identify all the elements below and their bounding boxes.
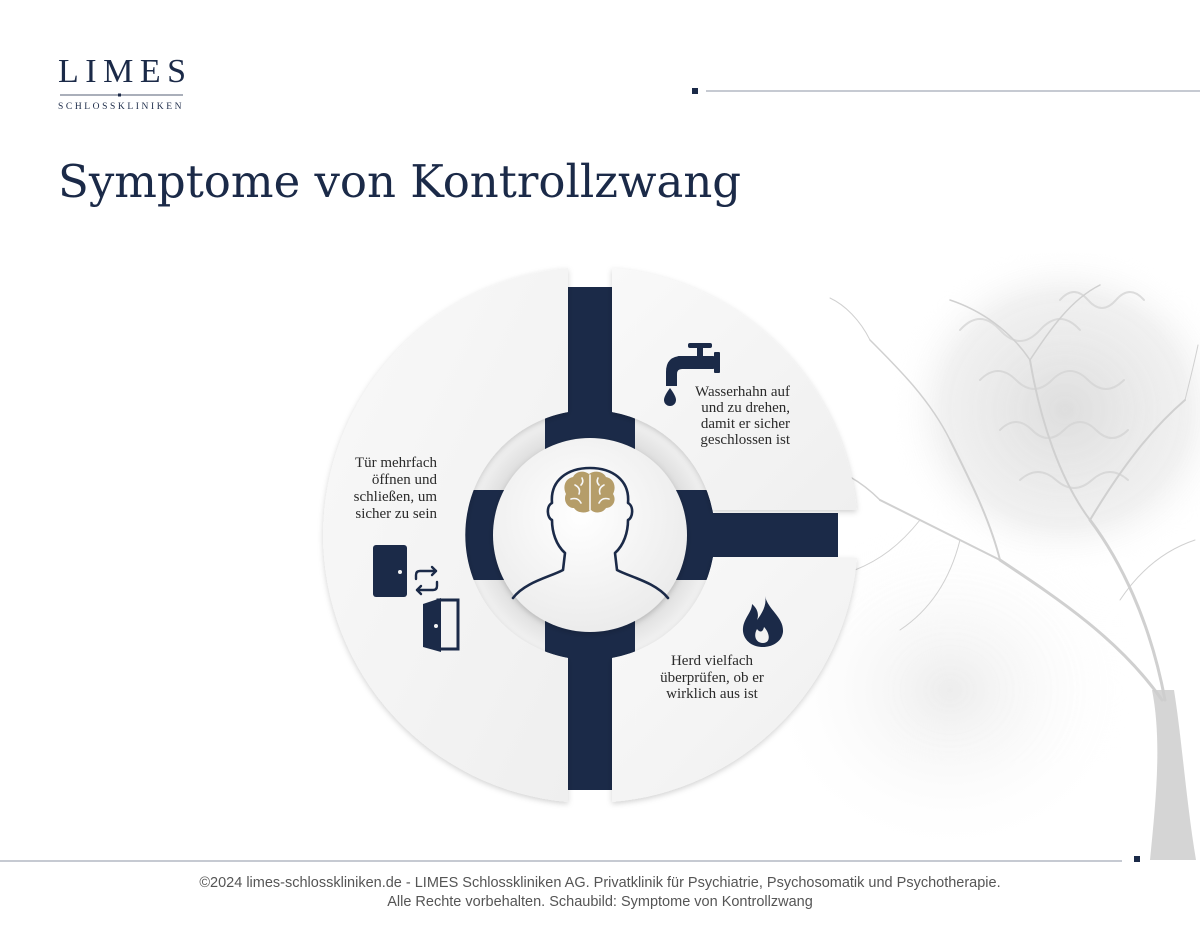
label-line: Herd vielfach xyxy=(670,653,754,669)
logo-wordmark: LIMES xyxy=(58,53,193,90)
label-line: überprüfen, ob er xyxy=(660,669,764,686)
label-line: schließen, um xyxy=(353,489,437,505)
page-title: Symptome von Kontrollzwang xyxy=(58,155,742,208)
label-line: Wasserhahn auf xyxy=(694,384,790,400)
label-line: öffnen und xyxy=(371,472,437,488)
label-line: wirklich aus ist xyxy=(666,686,758,702)
label-line: damit er sicher xyxy=(700,416,790,432)
symptom-faucet-label xyxy=(695,384,790,448)
label-line: und zu drehen, xyxy=(701,400,790,416)
logo-tagline: SCHLOSSKLINIKEN xyxy=(58,102,185,112)
closed-door-icon xyxy=(373,545,407,597)
label-line: geschlossen ist xyxy=(700,432,790,448)
symptom-door-label xyxy=(354,455,437,523)
logo-rule xyxy=(60,94,183,97)
brain-icon xyxy=(564,472,614,513)
footer-copyright: ©2024 limes-schlosskliniken.de - LIMES Schlosskliniken AG. Privatklinik für Psychiatrie, Psychosomatik und Psychotherapie. xyxy=(199,875,1001,891)
footer xyxy=(0,874,1200,912)
footer-rights: Alle Rechte vorbehalten. Schaubild: Symptome von Kontrollzwang xyxy=(387,894,813,910)
header-rule xyxy=(692,88,1200,94)
label-line: sicher zu sein xyxy=(355,506,437,522)
label-line: Tür mehrfach xyxy=(354,455,437,471)
symptom-stove-label xyxy=(612,653,812,703)
